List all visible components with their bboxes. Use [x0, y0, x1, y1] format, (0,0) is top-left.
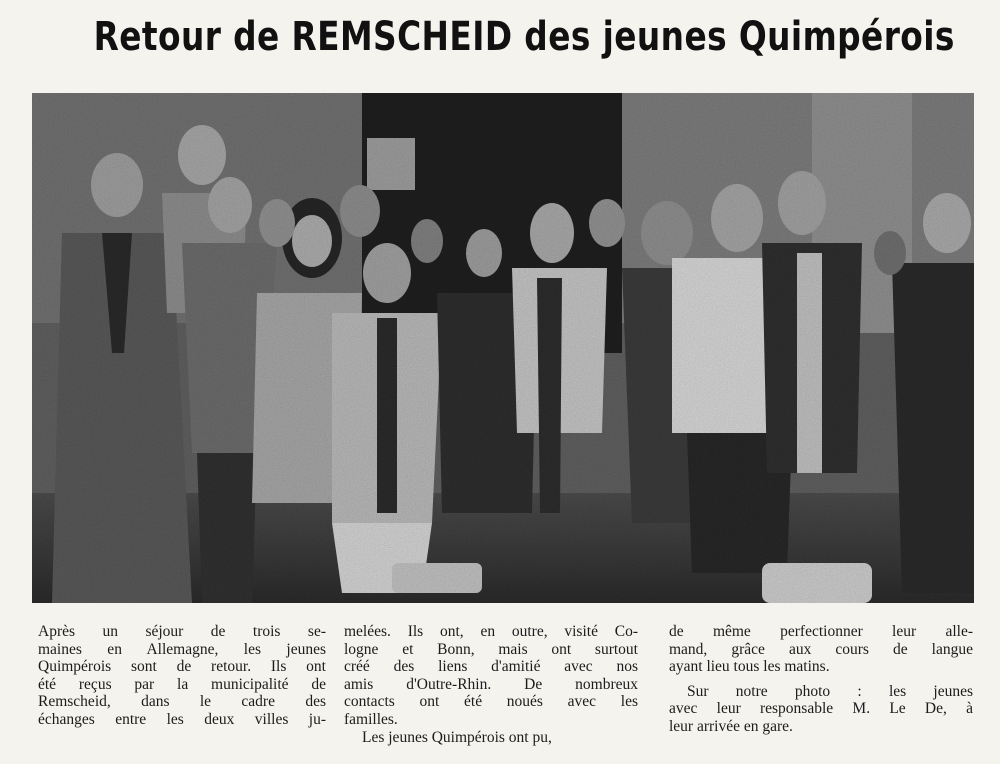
- article-line: familles.: [344, 710, 398, 728]
- article-line: ayant lieu tous les matins.: [669, 658, 830, 676]
- photo-caption-line: Sur notre photo : les jeunes: [687, 682, 973, 700]
- article-line: Quimpérois sont de retour. Ils ont: [38, 658, 326, 676]
- article-line: Les jeunes Quimpérois ont pu,: [362, 728, 552, 746]
- article-column-3: [669, 623, 973, 736]
- group-photo: [32, 93, 974, 603]
- article-line: mand, grâce aux cours de langue: [669, 640, 973, 658]
- article-column-2: [344, 623, 638, 746]
- article-line: Après un séjour de trois se-: [38, 623, 326, 640]
- article-line: amis d'Outre-Rhin. De nombreux: [344, 675, 638, 693]
- photo-caption-line: leur arrivée en gare.: [669, 717, 793, 735]
- article-line: de même perfectionner leur alle-: [669, 623, 973, 640]
- article-line: créé des liens d'amitié avec nos: [344, 658, 638, 676]
- article-column-1: [38, 623, 326, 729]
- article-line: été reçus par la municipalité de: [38, 675, 326, 693]
- headline: Retour de REMSCHEID des jeunes Quimpérois: [93, 14, 955, 60]
- article-line: contacts ont été noués avec les: [344, 693, 638, 711]
- photo-caption-line: avec leur responsable M. Le De, à: [669, 700, 973, 718]
- article-line: Remscheid, dans le cadre des: [38, 693, 326, 711]
- article-line: échanges entre les deux villes ju-: [38, 710, 326, 728]
- article-line: logne et Bonn, mais ont surtout: [344, 640, 638, 658]
- group-photo-image: [32, 93, 974, 603]
- article-line: maines en Allemagne, les jeunes: [38, 640, 326, 658]
- article-line: melées. Ils ont, en outre, visité Co-: [344, 623, 638, 640]
